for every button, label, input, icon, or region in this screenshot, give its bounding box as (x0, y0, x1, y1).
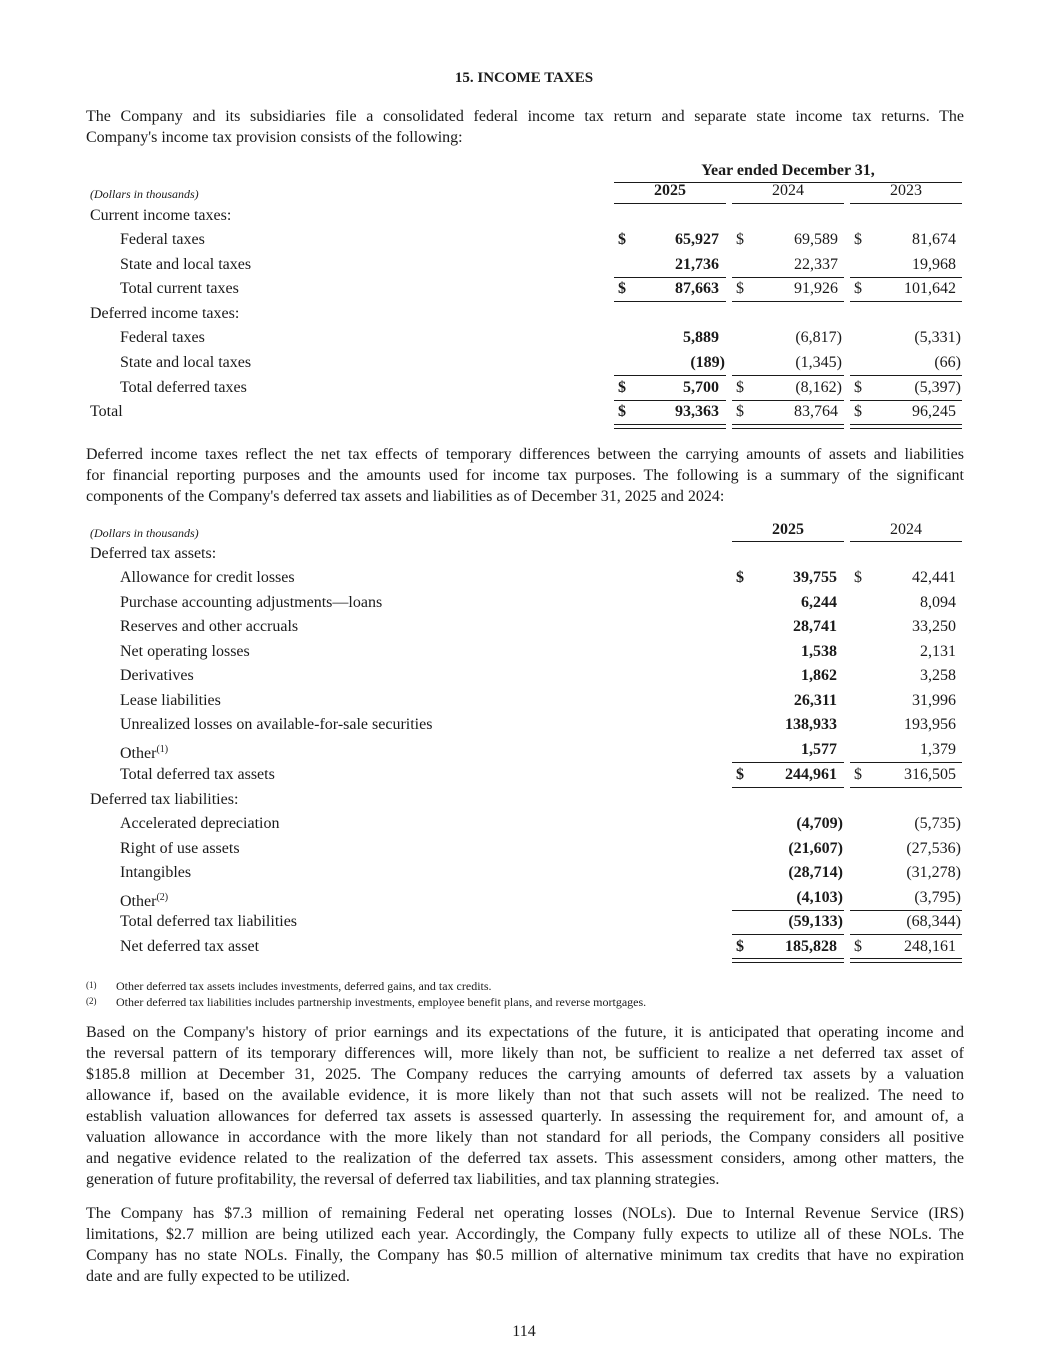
row-label-text: Other (120, 745, 157, 762)
row-label: Derivatives (120, 667, 194, 684)
value-2025: (59,133) (788, 913, 843, 930)
value-2023: 96,245 (912, 403, 956, 420)
row-label: Purchase accounting adjustments—loans (120, 594, 383, 611)
grand-total-double-rule (614, 424, 726, 429)
row-label: Unrealized losses on available-for-sale securities (120, 716, 433, 733)
paragraph-line: $185.8 million at December 31, 2025. The Company reduces the carrying amounts of deferred tax assets by a valuation (86, 1066, 964, 1083)
dollar-sign: $ (736, 569, 744, 586)
paragraph-line: establish valuation allowances for deferred tax assets is assessed quarterly. In assessing the requirement for, and amount of, a (86, 1108, 964, 1125)
value-2024: (1,345) (795, 354, 842, 371)
subtotal-rule (850, 277, 962, 278)
dollar-sign: $ (618, 231, 626, 248)
value-2023: 101,642 (904, 280, 956, 297)
value-2024: 3,258 (920, 667, 956, 684)
intro-paragraph (86, 106, 964, 148)
dollar-sign: $ (736, 403, 744, 420)
units-label: (Dollars in thousands) (90, 187, 199, 201)
total-rule (614, 400, 726, 401)
total-rule (614, 301, 726, 302)
subtotal-rule (850, 375, 962, 376)
units-label: (Dollars in thousands) (90, 526, 199, 540)
paragraph-line: for financial reporting purposes and the amounts used for income tax purposes. The following is a summary of the significant (86, 467, 964, 484)
value-2024: 248,161 (904, 938, 956, 955)
total-rule (732, 934, 844, 935)
grand-total-double-rule (732, 958, 844, 963)
subtotal-rule (732, 762, 844, 763)
subtotal-rule (732, 277, 844, 278)
row-label: Lease liabilities (120, 692, 221, 709)
value-2025: (189) (690, 354, 725, 371)
paragraph-line: The Company has $7.3 million of remaining Federal net operating losses (NOLs). Due to Internal Revenue Service (IRS) (86, 1205, 964, 1222)
dollar-sign: $ (854, 766, 862, 783)
column-rule (614, 203, 726, 204)
dollar-sign: $ (854, 379, 862, 396)
total-rule (850, 301, 962, 302)
value-2025: 1,538 (801, 643, 837, 660)
total-rule (732, 400, 844, 401)
valuation-allowance-paragraph (86, 1022, 964, 1190)
grand-total-double-rule (850, 424, 962, 429)
paragraph-line: limitations, $2.7 million are being utilized each year. Accordingly, the Company fully expects to utilize all of these NOLs. The (86, 1226, 964, 1243)
value-2025: 65,927 (675, 231, 719, 248)
section-header-current: Current income taxes: (90, 207, 232, 224)
value-2024: (8,162) (795, 379, 842, 396)
value-2024: 91,926 (794, 280, 838, 297)
value-2024: 8,094 (920, 594, 956, 611)
value-2024: (27,536) (906, 840, 961, 857)
value-2024: 42,441 (912, 569, 956, 586)
value-2025: 21,736 (675, 256, 719, 273)
value-2023: 81,674 (912, 231, 956, 248)
paragraph-line: The Company and its subsidiaries file a consolidated federal income tax return and separate state income tax returns. The (86, 108, 964, 125)
value-2024: 69,589 (794, 231, 838, 248)
footnote-mark: (1) (86, 980, 97, 990)
column-rule (732, 541, 844, 542)
value-2024: 22,337 (794, 256, 838, 273)
deferred-intro-paragraph (86, 444, 964, 507)
value-2025: (4,103) (796, 889, 843, 906)
paragraph-line: and negative evidence related to the realization of the deferred tax assets. This assessment considers, among other matters, the (86, 1150, 964, 1167)
footnote-mark: (2) (86, 996, 97, 1006)
footnote-text: Other deferred tax liabilities includes partnership investments, employee benefit plans, and reverse mortgages. (116, 995, 647, 1009)
value-2023: 19,968 (912, 256, 956, 273)
row-label: Intangibles (120, 864, 192, 881)
paragraph-line: the reversal pattern of its temporary differences will, more likely than not, be sufficient to realize a net deferred tax asset of (86, 1045, 964, 1062)
row-label: Total deferred tax liabilities (120, 913, 298, 930)
footnote-text: Other deferred tax assets includes investments, deferred gains, and tax credits. (116, 979, 492, 993)
paragraph-line: Company has no state NOLs. Finally, the Company has $0.5 million of alternative minimum tax credits that have no expiration (86, 1247, 964, 1264)
value-2025: 5,700 (683, 379, 719, 396)
subtotal-rule (850, 762, 962, 763)
footnote-ref: (1) (156, 744, 169, 755)
value-2024: 1,379 (920, 741, 956, 758)
page-number: 114 (512, 1323, 536, 1340)
grand-total-double-rule (732, 424, 844, 429)
value-2024: (68,344) (906, 913, 961, 930)
value-2024: 316,505 (904, 766, 956, 783)
value-2025: 26,311 (793, 692, 837, 709)
value-2023: (5,331) (914, 329, 961, 346)
dollar-sign: $ (854, 280, 862, 297)
dollar-sign: $ (736, 766, 744, 783)
subtotal-rule (732, 375, 844, 376)
value-2025: 185,828 (785, 938, 837, 955)
value-2025: 244,961 (785, 766, 837, 783)
subtotal-rule (732, 910, 844, 911)
dollar-sign: $ (618, 379, 626, 396)
col-header-2025: 2025 (654, 182, 686, 199)
subtotal-rule (850, 910, 962, 911)
dollar-sign: $ (736, 280, 744, 297)
row-label: Net operating losses (120, 643, 250, 660)
total-rule (732, 787, 844, 788)
paragraph-line: Deferred income taxes reflect the net tax effects of temporary differences between the carrying amounts of assets and liabilities (86, 446, 964, 463)
row-label: Net deferred tax asset (120, 938, 260, 955)
total-rule (850, 934, 962, 935)
value-2025: 5,889 (683, 329, 719, 346)
value-2025: (4,709) (796, 815, 843, 832)
col-header-2025: 2025 (772, 521, 804, 538)
nol-paragraph (86, 1203, 964, 1287)
value-2024: 33,250 (912, 618, 956, 635)
row-label: Accelerated depreciation (120, 815, 280, 832)
value-2024: 83,764 (794, 403, 838, 420)
row-label: Total deferred tax assets (120, 766, 275, 783)
value-2025: 87,663 (675, 280, 719, 297)
value-2025: 28,741 (793, 618, 837, 635)
col-header-2024: 2024 (772, 182, 804, 199)
dollar-sign: $ (618, 403, 626, 420)
value-2025: 6,244 (801, 594, 837, 611)
paragraph-line: Company's income tax provision consists of the following: (86, 129, 463, 146)
row-label-text: Other (120, 893, 157, 910)
row-label: State and local taxes (120, 256, 252, 273)
row-label: Right of use assets (120, 840, 240, 857)
row-label: Total (90, 403, 123, 420)
grand-total-double-rule (850, 958, 962, 963)
dollar-sign: $ (618, 280, 626, 297)
row-label (120, 888, 168, 912)
footnote-ref: (2) (156, 892, 169, 903)
total-rule (850, 787, 962, 788)
dollar-sign: $ (736, 938, 744, 955)
value-2025: 93,363 (675, 403, 719, 420)
col-header-2024: 2024 (890, 521, 922, 538)
row-label: Federal taxes (120, 329, 205, 346)
year-ended-header: Year ended December 31, (701, 162, 875, 179)
dollar-sign: $ (854, 938, 862, 955)
value-2024: 2,131 (920, 643, 956, 660)
dollar-sign: $ (854, 231, 862, 248)
paragraph-line: date and are fully expected to be utilized. (86, 1268, 350, 1285)
paragraph-line: generation of future profitability, the reversal of deferred tax liabilities, and tax planning strategies. (86, 1171, 720, 1188)
paragraph-line: components of the Company's deferred tax assets and liabilities as of December 31, 2025 and 2024: (86, 488, 725, 505)
section-header-deferred: Deferred income taxes: (90, 305, 240, 322)
total-rule (732, 301, 844, 302)
row-label: Total current taxes (120, 280, 239, 297)
subtotal-rule (614, 277, 726, 278)
column-rule (850, 541, 962, 542)
value-2023: (66) (934, 354, 961, 371)
paragraph-line: Based on the Company's history of prior earnings and its expectations of the future, it is anticipated that operating income and (86, 1024, 964, 1041)
value-2025: 138,933 (785, 716, 837, 733)
row-label: Total deferred taxes (120, 379, 247, 396)
dollar-sign: $ (736, 231, 744, 248)
col-header-2023: 2023 (890, 182, 922, 199)
column-rule (732, 203, 844, 204)
total-rule (850, 400, 962, 401)
paragraph-line: valuation allowance in accordance with the more likely than not standard for all periods, the Company considers all positive (86, 1129, 964, 1146)
subtotal-rule (614, 375, 726, 376)
value-2025: (21,607) (788, 840, 843, 857)
row-label (120, 740, 168, 764)
row-label: Allowance for credit losses (120, 569, 295, 586)
value-2024: (6,817) (795, 329, 842, 346)
row-label: Reserves and other accruals (120, 618, 299, 635)
column-rule (850, 203, 962, 204)
row-label: Federal taxes (120, 231, 205, 248)
value-2024: (3,795) (914, 889, 961, 906)
dollar-sign: $ (854, 403, 862, 420)
dollar-sign: $ (736, 379, 744, 396)
value-2025: 1,577 (801, 741, 837, 758)
value-2024: (5,735) (914, 815, 961, 832)
value-2025: 1,862 (801, 667, 837, 684)
row-label: State and local taxes (120, 354, 252, 371)
value-2025: (28,714) (788, 864, 843, 881)
section-header-liabilities: Deferred tax liabilities: (90, 791, 239, 808)
value-2024: 193,956 (904, 716, 956, 733)
section-header-assets: Deferred tax assets: (90, 545, 217, 562)
value-2024: 31,996 (912, 692, 956, 709)
value-2024: (31,278) (906, 864, 961, 881)
value-2025: 39,755 (793, 569, 837, 586)
section-title: 15. INCOME TAXES (454, 70, 594, 86)
dollar-sign: $ (854, 569, 862, 586)
paragraph-line: allowance if, based on the available evidence, it is more likely than not that such assets will not be realized. The need to (86, 1087, 964, 1104)
value-2023: (5,397) (914, 379, 961, 396)
